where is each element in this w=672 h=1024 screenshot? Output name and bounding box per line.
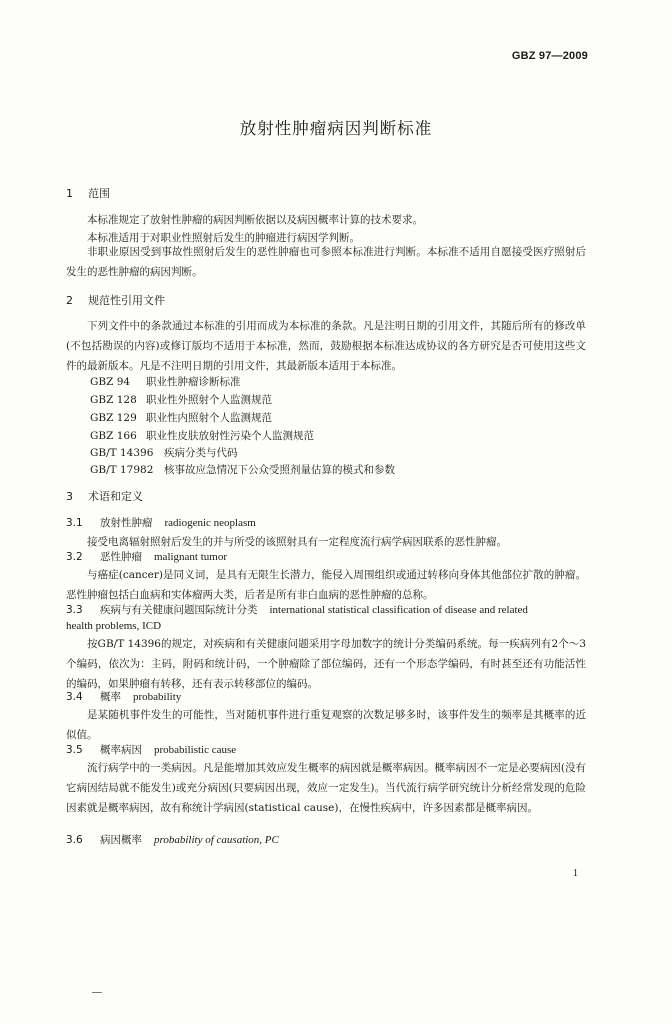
section-title: 术语和定义 [88, 490, 143, 503]
section-number: 3 [66, 490, 73, 503]
reference-title: 核事故应急情况下公众受照剂量估算的模式和参数 [164, 464, 395, 476]
term-number: 3.4 [66, 691, 83, 703]
term-number: 3.3 [66, 604, 83, 616]
reference-title: 职业性皮肤放射性污染个人监测规范 [146, 430, 314, 442]
reference-code: GBZ 128 [90, 394, 137, 406]
footer-mark [92, 992, 102, 993]
term-zh: 恶性肿瘤 [100, 551, 142, 563]
page-number: 1 [573, 868, 578, 879]
reference-item [90, 410, 272, 425]
term-3-3 [66, 602, 528, 617]
reference-title: 职业性外照射个人监测规范 [146, 394, 272, 406]
standard-code: GBZ 97—2009 [511, 50, 588, 62]
term-3-2-definition: 与癌症(cancer)是同义词，是具有无限生长潜力，能侵入周围组织或通过转移向身体其他部位扩散的肿瘤。恶性肿瘤包括白血病和实体瘤两大类，后者是所有非白血病的恶性肿瘤的总称。 [66, 569, 586, 601]
term-3-5 [66, 742, 236, 757]
section-2-paragraph: 下列文件中的条款通过本标准的引用而成为本标准的条款。凡是注明日期的引用文件，其随后所有的修改单(不包括勘误的内容)或修订版均不适用于本标准，然而，鼓励根据本标准达成协议的各方研究是否可使用这些文件的最新版本。凡是不注明日期的引用文件，其最新版本适用于本标准。 [66, 320, 586, 372]
section-title: 规范性引用文件 [88, 294, 165, 307]
term-3-5-definition: 流行病学中的一类病因。凡是能增加其效应发生概率的病因就是概率病因。概率病因不一定是必要病因(没有它病因结局就不能发生)或充分病因(只要病因出现，效应一定发生)。当代流行病学研究统计分析经常发现的危险因素就是概率病因，故有称统计学病因(statistical cause)，在慢性疾病中，许多因素都是概率病因。 [66, 762, 586, 814]
term-3-6 [66, 832, 279, 847]
section-3-heading [66, 488, 143, 504]
section-number: 1 [66, 187, 73, 200]
reference-item [90, 374, 241, 389]
term-en: probability [133, 691, 182, 703]
reference-title: 职业性肿瘤诊断标准 [146, 376, 241, 388]
reference-title: 疾病分类与代码 [164, 447, 238, 459]
term-3-3-definition: 按GB/T 14396的规定，对疾病和有关健康问题采用字母加数字的统计分类编码系统。每一疾病列有2个～3个编码，依次为：主码，附码和统计码，一个肿瘤除了部位编码，还有一个形态学编码，有时甚至还有功能活性的编码，如果肿瘤有转移，还有表示转移部位的编码。 [66, 638, 586, 690]
term-en: international statistical classification of disease and related [269, 604, 528, 616]
section-number: 2 [66, 294, 73, 307]
term-en: radiogenic neoplasm [164, 517, 256, 529]
reference-code: GB/T 14396 [90, 447, 154, 459]
term-zh: 概率病因 [100, 744, 142, 756]
term-3-1 [66, 515, 256, 530]
reference-item [90, 445, 238, 460]
term-number: 3.1 [66, 517, 83, 529]
section-1-paragraph-2: 本标准适用于对职业性照射后发生的肿瘤进行病因学判断。 [87, 232, 360, 244]
reference-code: GB/T 17982 [90, 464, 154, 476]
reference-item [90, 428, 314, 443]
term-zh: 概率 [100, 691, 121, 703]
reference-code: GBZ 166 [90, 430, 137, 442]
section-2-heading [66, 292, 165, 308]
term-number: 3.6 [66, 834, 83, 846]
section-1-heading [66, 185, 110, 201]
reference-item [90, 392, 272, 407]
term-en: malignant tumor [154, 551, 228, 563]
term-3-3-en-continued: health problems, ICD [66, 620, 162, 632]
term-3-4-definition: 是某随机事件发生的可能性，当对随机事件进行重复观察的次数足够多时，该事件发生的频率是其概率的近似值。 [66, 709, 586, 741]
term-number: 3.5 [66, 744, 83, 756]
reference-item [90, 462, 395, 477]
document-title: 放射性肿瘤病因判断标准 [239, 119, 433, 138]
section-1-paragraph-3: 非职业原因受到事故性照射后发生的恶性肿瘤也可参照本标准进行判断。本标准不适用自愿接受医疗照射后发生的恶性肿瘤的病因判断。 [66, 246, 586, 278]
term-zh: 疾病与有关健康问题国际统计分类 [100, 604, 258, 616]
term-number: 3.2 [66, 551, 83, 563]
term-en: probabilistic cause [154, 744, 237, 756]
term-3-2 [66, 549, 227, 564]
term-zh: 病因概率 [100, 834, 142, 846]
section-title: 范围 [88, 187, 110, 200]
section-1-paragraph-1: 本标准规定了放射性肿瘤的病因判断依据以及病因概率计算的技术要求。 [87, 214, 423, 226]
reference-code: GBZ 129 [90, 412, 137, 424]
term-zh: 放射性肿瘤 [100, 517, 153, 529]
term-en: probability of causation, PC [154, 834, 279, 846]
reference-title: 职业性内照射个人监测规范 [146, 412, 272, 424]
term-3-1-definition: 接受电离辐射照射后发生的并与所受的该照射具有一定程度流行病学病因联系的恶性肿瘤。 [87, 536, 507, 548]
term-3-4 [66, 689, 181, 704]
reference-code: GBZ 94 [90, 376, 131, 388]
